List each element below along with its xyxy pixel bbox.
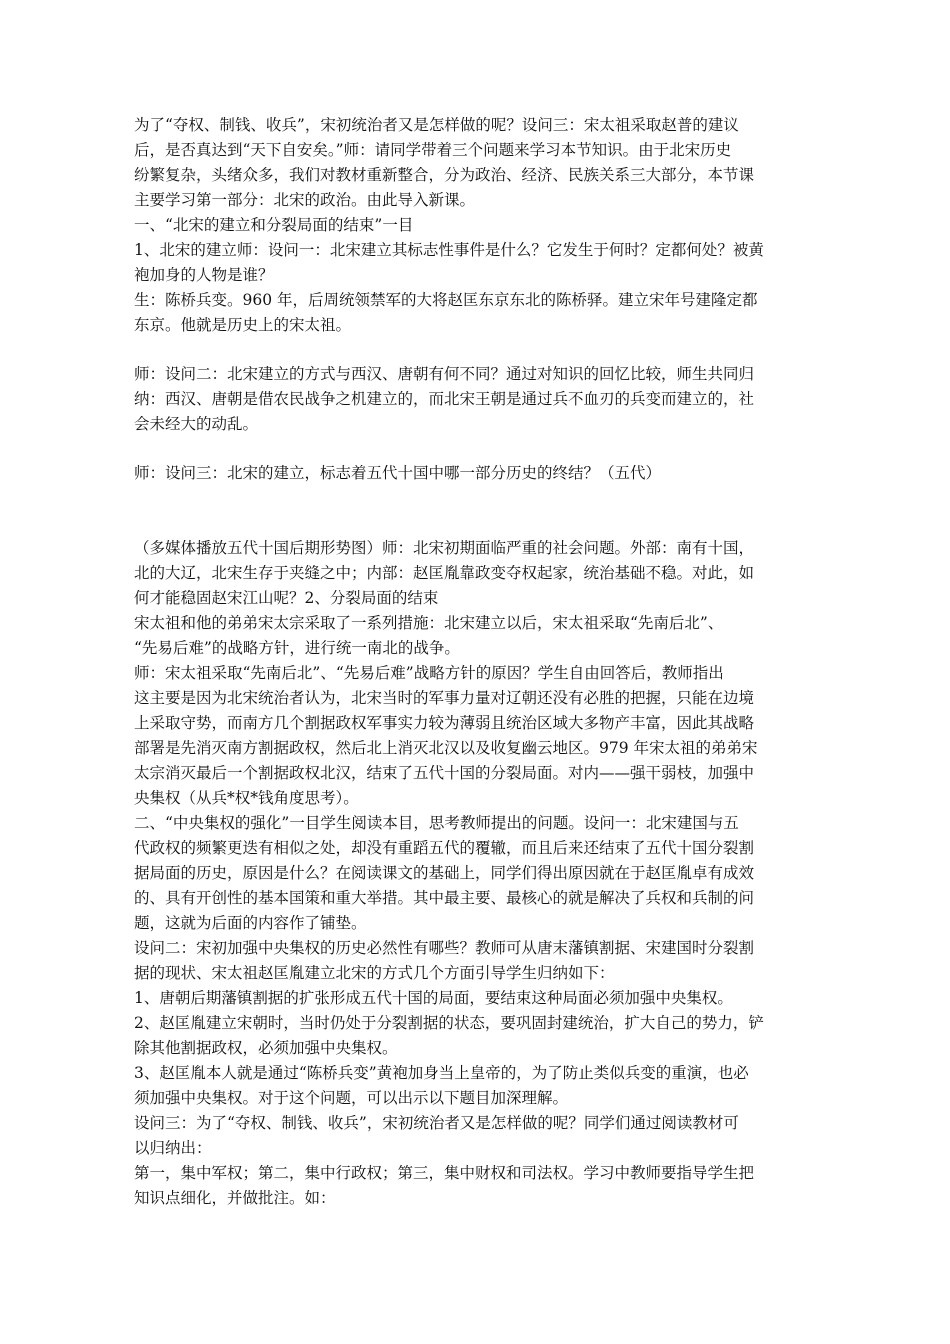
text-line: 这主要是因为北宋统治者认为，北宋当时的军事力量对辽朝还没有必胜的把握，只能在边境 (134, 689, 755, 707)
text-line: 部署是先消灭南方割据政权，然后北上消灭北汉以及收复幽云地区。979 年宋太祖的弟弟宋 (134, 739, 758, 757)
text-line: 宋太祖和他的弟弟宋太宗采取了一系列措施：北宋建立以后，宋太祖采取“先南后北”、 (134, 614, 724, 632)
text-line: 设问三：为了“夺权、制钱、收兵”，宋初统治者又是怎样做的呢？同学们通过阅读教材可 (134, 1114, 739, 1132)
text-line: 第一，集中军权；第二，集中行政权；第三，集中财权和司法权。学习中教师要指导学生把 (134, 1164, 755, 1182)
text-line: 以归纳出： (134, 1139, 212, 1157)
text-line: 纳：西汉、唐朝是借农民战争之机建立的，而北宋王朝是通过兵不血刃的兵变而建立的，社 (134, 390, 755, 408)
text-line: “先易后难”的战略方针，进行统一南北的战争。 (134, 639, 460, 657)
list-item: 1、唐朝后期藩镇割据的扩张形成五代十国的局面，要结束这种局面必须加强中央集权。 (134, 989, 733, 1007)
text-line: 题，这就为后面的内容作了铺垫。 (134, 914, 367, 932)
text-line: 据局面的历史，原因是什么？在阅读课文的基础上，同学们得出原因就在于赵匡胤卓有成效 (134, 864, 755, 882)
text-line: 袍加身的人物是谁？ (134, 266, 274, 284)
text-line: 太宗消灭最后一个割据政权北汉，结束了五代十国的分裂局面。对内——强干弱枝，加强中 (134, 764, 755, 782)
text-line: 知识点细化，并做批注。如： (134, 1189, 336, 1207)
text-line: 主要学习第一部分：北宋的政治。由此导入新课。 (134, 191, 476, 209)
text-line: 除其他割据政权，必须加强中央集权。 (134, 1039, 398, 1057)
text-line: （多媒体播放五代十国后期形势图）师：北宋初期面临严重的社会问题。外部：南有十国， (134, 539, 755, 557)
text-line: 何才能稳固赵宋江山呢？2、分裂局面的结束 (134, 589, 439, 607)
text-line: 为了“夺权、制钱、收兵”，宋初统治者又是怎样做的呢？设问三：宋太祖采取赵普的建议 (134, 116, 739, 134)
text-line: 生：陈桥兵变。960 年，后周统领禁军的大将赵匡东京东北的陈桥驿。建立宋年号建隆定都 (134, 291, 758, 309)
list-item: 2、赵匡胤建立宋朝时，当时仍处于分裂割据的状态，要巩固封建统治，扩大自己的势力，铲 (134, 1014, 764, 1032)
text-line: 师：宋太祖采取“先南后北”、“先易后难”战略方针的原因？学生自由回答后，教师指出 (134, 664, 724, 682)
text-line: 央集权（从兵*权*钱角度思考）。 (134, 789, 359, 807)
text-line: 师：设问三：北宋的建立，标志着五代十国中哪一部分历史的终结？（五代） (134, 464, 662, 482)
text-line: 会未经大的动乱。 (134, 415, 259, 433)
text-line: 后，是否真达到“天下自安矣。”师：请同学带着三个问题来学习本节知识。由于北宋历史 (134, 141, 732, 159)
text-line: 代政权的频繁更迭有相似之处，却没有重蹈五代的覆辙，而且后来还结束了五代十国分裂割 (134, 839, 755, 857)
text-line: 纷繁复杂，头绪众多，我们对教材重新整合，分为政治、经济、民族关系三大部分，本节课 (134, 166, 755, 184)
text-line: 东京。他就是历史上的宋太祖。 (134, 316, 352, 334)
text-line: 的、具有开创性的基本国策和重大举措。其中最主要、最核心的就是解决了兵权和兵制的问 (134, 889, 755, 907)
list-item: 3、赵匡胤本人就是通过“陈桥兵变”黄袍加身当上皇帝的，为了防止类似兵变的重演，也必 (134, 1064, 749, 1082)
text-line: 须加强中央集权。对于这个问题，可以出示以下题目加深理解。 (134, 1089, 569, 1107)
section-heading: 一、“北宋的建立和分裂局面的结束”一目 (134, 216, 414, 234)
text-line: 1、北宋的建立师：设问一：北宋建立其标志性事件是什么？它发生于何时？定都何处？被黄 (134, 241, 764, 259)
section-heading: 二、“中央集权的强化”一目学生阅读本目，思考教师提出的问题。设问一：北宋建国与五 (134, 814, 739, 832)
text-line: 上采取守势，而南方几个割据政权军事实力较为薄弱且统治区域大多物产丰富，因此其战略 (134, 714, 755, 732)
text-line: 师：设问二：北宋建立的方式与西汉、唐朝有何不同？通过对知识的回忆比较，师生共同归 (134, 365, 755, 383)
text-line: 据的现状、宋太祖赵匡胤建立北宋的方式几个方面引导学生归纳如下： (134, 964, 615, 982)
text-line: 北的大辽，北宋生存于夹缝之中；内部：赵匡胤靠政变夺权起家，统治基础不稳。对此，如 (134, 564, 755, 582)
text-line: 设问二：宋初加强中央集权的历史必然性有哪些？教师可从唐末藩镇割据、宋建国时分裂割 (134, 939, 755, 957)
